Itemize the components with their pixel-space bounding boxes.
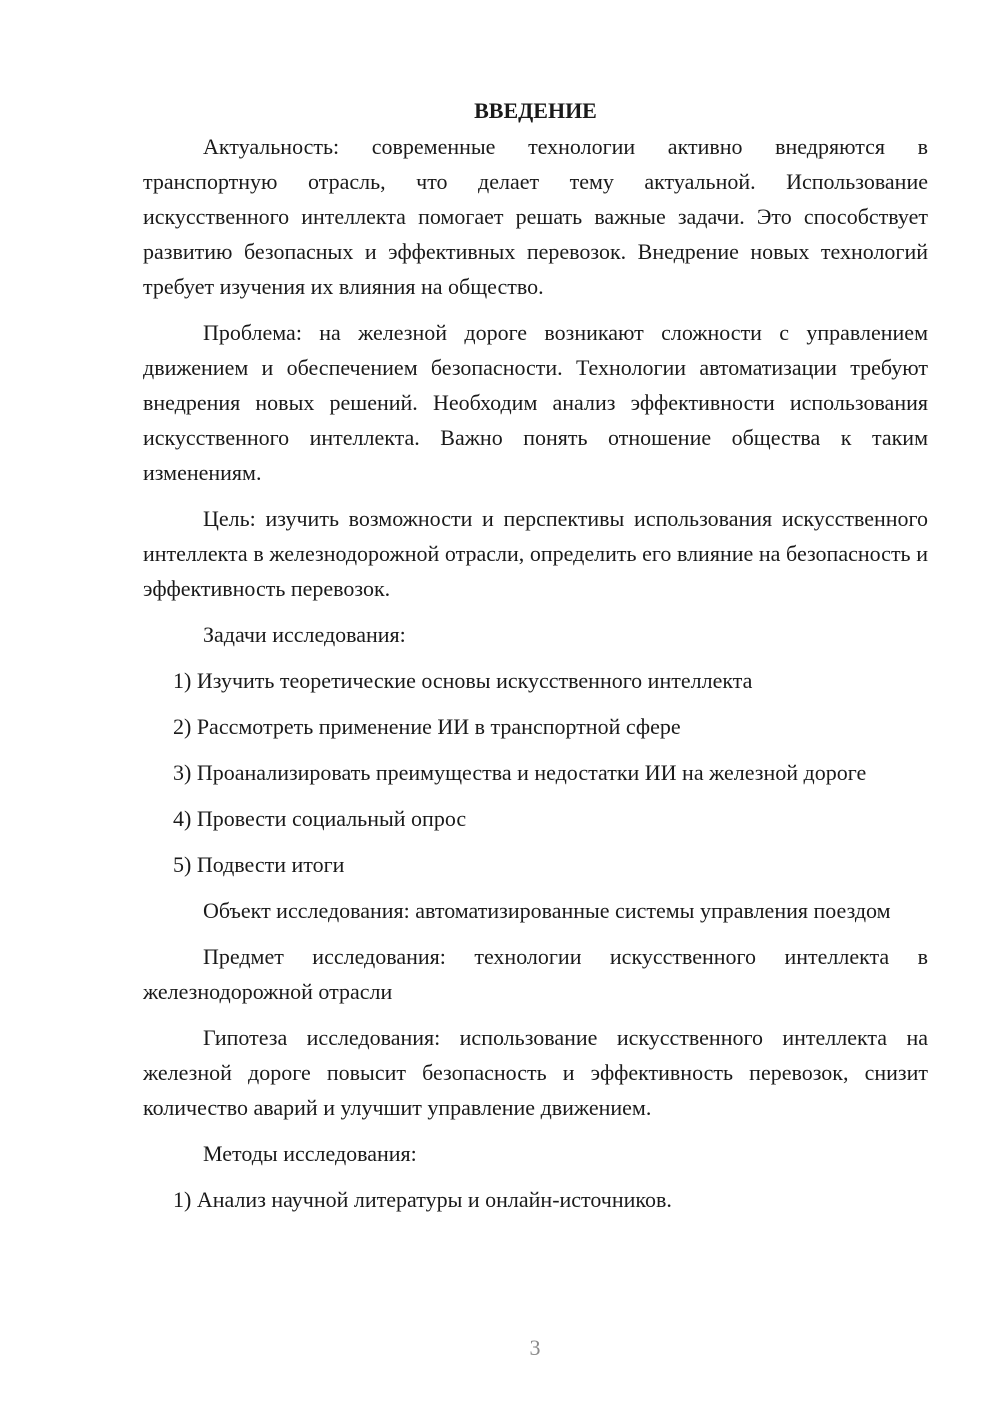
task-list-item: 3) Проанализировать преимущества и недостатки ИИ на железной дороге (173, 760, 867, 785)
paragraph-relevance: Актуальность: современные технологии активно внедряются в транспортную отрасль, что делает тему актуальной. Использование искусственного интеллекта помогает решать важные задачи. Это способствует развитию безопасных и эффективных перевозок. Внедрение новых технологий требует изучения их влияния на общество. (143, 134, 928, 299)
paragraph-methods-label: Методы исследования: (203, 1141, 417, 1166)
paragraph-tasks-label: Задачи исследования: (203, 622, 406, 647)
paragraph-problem: Проблема: на железной дороге возникают сложности с управлением движением и обеспечением безопасности. Технологии автоматизации требуют внедрения новых решений. Необходим анализ эффективности использования искусственного интеллекта. Важно понять отношение общества к таким изменениям. (143, 320, 928, 485)
paragraph-hypothesis: Гипотеза исследования: использование искусственного интеллекта на железной дороге повысит безопасность и эффективность перевозок, снизит количество аварий и улучшит управление движением. (143, 1025, 928, 1120)
task-list-item: 1) Изучить теоретические основы искусственного интеллекта (173, 668, 753, 693)
page-number: 3 (529, 1335, 541, 1360)
task-list-item: 4) Провести социальный опрос (173, 806, 467, 831)
page-content (143, 93, 928, 1228)
task-list-item: 2) Рассмотреть применение ИИ в транспортной сфере (173, 714, 681, 739)
paragraph-subject: Предмет исследования: технологии искусственного интеллекта в железнодорожной отрасли (143, 944, 928, 1004)
section-heading: ВВЕДЕНИЕ (474, 98, 597, 123)
task-list-item: 5) Подвести итоги (173, 852, 345, 877)
paragraph-object: Объект исследования: автоматизированные системы управления поездом (203, 898, 891, 923)
method-list-item: 1) Анализ научной литературы и онлайн-источников. (173, 1187, 672, 1212)
paragraph-goal: Цель: изучить возможности и перспективы использования искусственного интеллекта в железнодорожной отрасли, определить его влияние на безопасность и эффективность перевозок. (143, 506, 928, 601)
